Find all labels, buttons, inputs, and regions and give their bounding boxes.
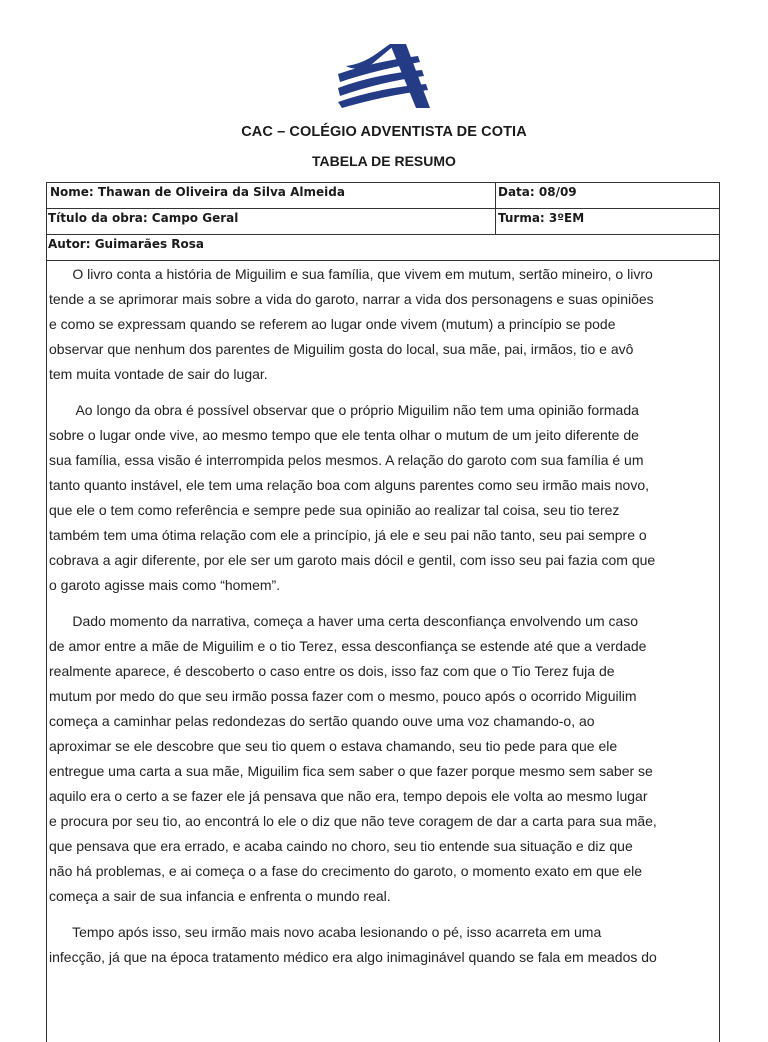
summary-body — [49, 262, 721, 981]
paragraph-line: não há problemas, e ai começa o a fase do crecimento do garoto, o momento exato em que ele — [49, 863, 643, 879]
column-divider — [495, 183, 496, 208]
summary-table — [46, 182, 720, 1042]
author-value: Autor: Guimarães Rosa — [48, 237, 205, 251]
document-title: TABELA DE RESUMO — [312, 153, 456, 169]
student-name: Nome: Thawan de Oliveira da Silva Almeida — [50, 185, 345, 199]
table-row — [47, 235, 719, 261]
work-title: Título da obra: Campo Geral — [48, 211, 239, 225]
paragraph-line: entregue uma carta a sua mãe, Miguilim fica sem saber o que fazer porque mesmo sem saber se — [49, 763, 653, 779]
paragraph-line: de amor entre a mãe de Miguilim e o tio Terez, essa desconfiança se estende até que a verdade — [49, 638, 647, 654]
paragraph-line: O livro conta a história de Miguilim e sua família, que vivem em mutum, sertão mineiro, o livro — [49, 266, 653, 282]
date-value: Data: 08/09 — [498, 185, 577, 199]
summary-paragraph — [49, 398, 721, 598]
paragraph-line: sobre o lugar onde vive, ao mesmo tempo que ele tenta olhar o mutum de um jeito diferente de — [49, 427, 639, 443]
paragraph-line: aproximar se ele descobre que seu tio quem o estava chamando, seu tio pede para que ele — [49, 738, 618, 754]
paragraph-line: que ele o tem como referência e sempre pede sua opinião ao realizar tal coisa, seu tio terez — [49, 502, 620, 518]
paragraph-line: começa a sair de sua infancia e enfrenta o mundo real. — [49, 888, 391, 904]
paragraph-line: cobrava a agir diferente, por ele ser um garoto mais dócil e gentil, com isso seu pai fazia com que — [49, 552, 656, 568]
paragraph-line: mutum por medo do que seu irmão possa fazer com o mesmo, pouco após o ocorrido Miguilim — [49, 688, 637, 704]
paragraph-line: Ao longo da obra é possível observar que o próprio Miguilim não tem uma opinião formada — [49, 402, 639, 418]
paragraph-line: tende a se aprimorar mais sobre a vida do garoto, narrar a vida dos personagens e suas opiniões — [49, 291, 654, 307]
class-value: Turma: 3ºEM — [498, 211, 585, 225]
paragraph-line: o garoto agisse mais como “homem”. — [49, 577, 281, 593]
paragraph-line: que pensava que era errado, e acaba caindo no choro, seu tio entende sua situação e diz que — [49, 838, 633, 854]
summary-paragraph — [49, 609, 721, 909]
paragraph-line: tanto quanto instável, ele tem uma relação boa com alguns parentes como seu irmão mais novo, — [49, 477, 649, 493]
school-name: CAC – COLÉGIO ADVENTISTA DE COTIA — [241, 124, 527, 140]
paragraph-line: começa a caminhar pelas redondezas do sertão quando ouve uma voz chamando-o, ao — [49, 713, 595, 729]
paragraph-line: sua família, essa visão é interrompida pelos mesmos. A relação do garoto com sua família é um — [49, 452, 644, 468]
paragraph-line: também tem uma ótima relação com ele a princípio, já ele e seu pai não tanto, seu pai sempre o — [49, 527, 647, 543]
summary-paragraph — [49, 920, 721, 970]
paragraph-line: Tempo após isso, seu irmão mais novo acaba lesionando o pé, isso acarreta em uma — [49, 924, 602, 940]
column-divider — [495, 209, 496, 234]
paragraph-line: tem muita vontade de sair do lugar. — [49, 366, 268, 382]
paragraph-line: e como se expressam quando se referem ao lugar onde vivem (mutum) a princípio se pode — [49, 316, 616, 332]
adventist-logo — [332, 44, 436, 110]
paragraph-line: aquilo era o certo a se fazer ele já pensava que não era, tempo depois ele volta ao mesmo lugar — [49, 788, 648, 804]
paragraph-line: observar que nenhum dos parentes de Miguilim gosta do local, sua mãe, pai, irmãos, tio e avô — [49, 341, 634, 357]
table-row — [47, 183, 719, 209]
paragraph-line: e procura por seu tio, ao encontrá lo ele o diz que não teve coragem de dar a carta para sua mãe, — [49, 813, 657, 829]
summary-paragraph — [49, 262, 721, 387]
paragraph-line: infecção, já que na época tratamento médico era algo inimaginável quando se fala em meados do — [49, 949, 657, 965]
paragraph-line: Dado momento da narrativa, começa a haver uma certa desconfiança envolvendo um caso — [49, 613, 639, 629]
paragraph-line: realmente aparece, é descoberto o caso entre os dois, isso faz com que o Tio Terez fuja de — [49, 663, 615, 679]
table-row — [47, 209, 719, 235]
